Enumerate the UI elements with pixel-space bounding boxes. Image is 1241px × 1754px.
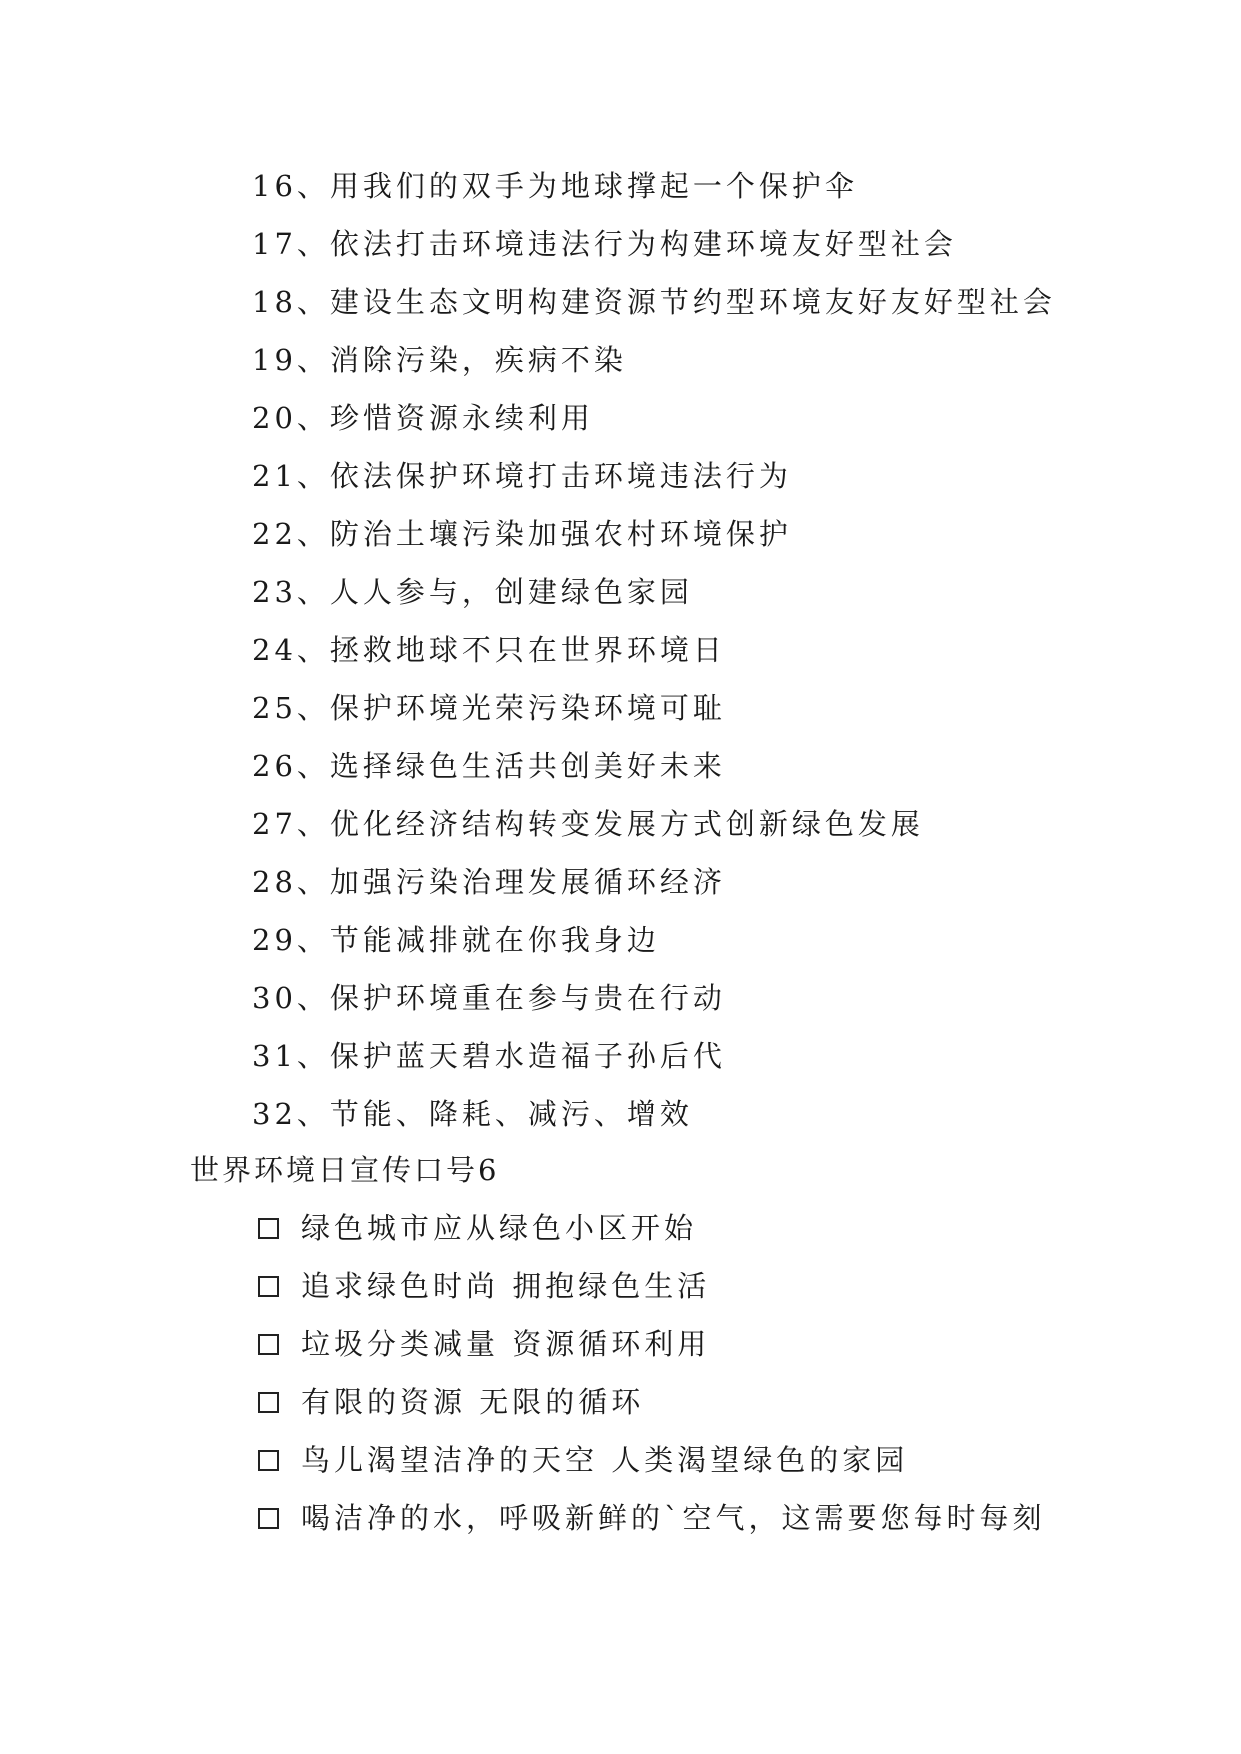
checklist-item (258, 1431, 1046, 1489)
slogan-item: 16、用我们的双手为地球撑起一个保护伞 (252, 169, 858, 203)
checklist-item-text: 垃圾分类减量 资源循环利用 (301, 1327, 711, 1361)
slogan-item: 26、选择绿色生活共创美好未来 (252, 749, 726, 783)
section-title: 世界环境日宣传口号6 (190, 1153, 500, 1187)
slogan-item: 29、节能减排就在你我身边 (252, 923, 660, 957)
checklist-item (258, 1315, 1046, 1373)
slogan-item: 23、人人参与，创建绿色家园 (252, 575, 693, 609)
checklist-item-text: 喝洁净的水，呼吸新鲜的`空气，这需要您每时每刻 (301, 1501, 1046, 1535)
empty-checkbox-icon (258, 1392, 279, 1413)
slogan-item: 27、优化经济结构转变发展方式创新绿色发展 (252, 807, 924, 841)
empty-checkbox-icon (258, 1450, 279, 1471)
checklist-item (258, 1199, 1046, 1257)
empty-checkbox-icon (258, 1276, 279, 1297)
slogan-item: 24、拯救地球不只在世界环境日 (252, 633, 726, 667)
slogan-item: 31、保护蓝天碧水造福子孙后代 (252, 1039, 726, 1073)
empty-checkbox-icon (258, 1508, 279, 1529)
slogan-item: 30、保护环境重在参与贵在行动 (252, 981, 726, 1015)
slogan-item: 25、保护环境光荣污染环境可耻 (252, 691, 726, 725)
slogan-item: 18、建设生态文明构建资源节约型环境友好友好型社会 (252, 285, 1056, 319)
checklist-item-text: 绿色城市应从绿色小区开始 (301, 1211, 698, 1245)
empty-checkbox-icon (258, 1334, 279, 1355)
slogan-item: 20、珍惜资源永续利用 (252, 401, 594, 435)
slogan-item: 32、节能、降耗、减污、增效 (252, 1097, 693, 1131)
slogan-item: 28、加强污染治理发展循环经济 (252, 865, 726, 899)
numbered-slogan-list (252, 157, 1056, 1143)
checklist-item (258, 1489, 1046, 1547)
checklist-item-text: 鸟儿渴望洁净的天空 人类渴望绿色的家园 (301, 1443, 909, 1477)
slogan-item: 21、依法保护环境打击环境违法行为 (252, 459, 792, 493)
checklist-item-text: 追求绿色时尚 拥抱绿色生活 (301, 1269, 711, 1303)
checklist-item-text: 有限的资源 无限的循环 (301, 1385, 645, 1419)
checkbox-slogan-list (258, 1199, 1046, 1547)
slogan-item: 19、消除污染，疾病不染 (252, 343, 627, 377)
checklist-item (258, 1257, 1046, 1315)
empty-checkbox-icon (258, 1218, 279, 1239)
slogan-item: 22、防治土壤污染加强农村环境保护 (252, 517, 792, 551)
checklist-item (258, 1373, 1046, 1431)
slogan-item: 17、依法打击环境违法行为构建环境友好型社会 (252, 227, 957, 261)
